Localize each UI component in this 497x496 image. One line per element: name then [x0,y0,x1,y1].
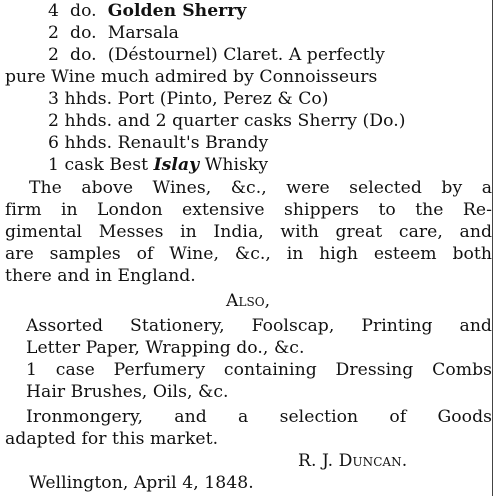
item-qty: 4 [48,1,59,21]
item-claret [48,44,490,66]
also-item-line: Ironmongery, and a selection of Goods [26,407,492,427]
item-unit: do. [70,23,97,43]
item-unit: do. [70,45,97,65]
item-claret-continuation: pure Wine much admired by Connoisseurs [5,67,378,87]
item-whisky-italic: Islay [153,155,200,175]
item-name: (Déstournel) Claret. A perfectly [107,45,385,65]
item-qty: 2 [48,23,59,43]
description-line: firm in London extensive shippers to the Re- [5,200,492,220]
item-qty: 2 [48,45,59,65]
item-unit: do. [70,1,97,21]
signature: R. J. Duncan. [298,451,408,471]
column-rule [492,0,493,496]
item-golden-sherry [48,0,246,22]
also-item-line: adapted for this market. [5,429,219,449]
description-line: gimental Messes in India, with great care, and [5,222,492,242]
also-item-line: Hair Brushes, Oils, &c. [26,382,229,402]
dateline: Wellington, April 4, 1848. [29,473,254,493]
item-name: Golden Sherry [107,1,247,21]
description-line: are samples of Wine, &c., in high esteem both [5,244,492,264]
description-line: there and in England. [5,266,196,286]
item-marsala [48,22,179,44]
item-port: 3 hhds. Port (Pinto, Perez & Co) [48,89,329,109]
description-line: The above Wines, &c., were selected by a [29,178,492,198]
item-name: Marsala [107,23,179,43]
also-item-line: Assorted Stationery, Foolscap, Printing and [26,316,492,336]
also-item-line: 1 case Perfumery containing Dressing Combs [26,360,492,380]
item-whisky-post: Whisky [199,155,269,175]
item-whisky-pre: 1 cask Best [48,155,154,175]
item-whisky [48,154,268,176]
also-item-line: Letter Paper, Wrapping do., &c. [26,338,305,358]
item-brandy: 6 hhds. Renault's Brandy [48,133,269,153]
also-heading: Also, [226,291,271,311]
item-sherry-casks: 2 hhds. and 2 quarter casks Sherry (Do.) [48,111,406,131]
